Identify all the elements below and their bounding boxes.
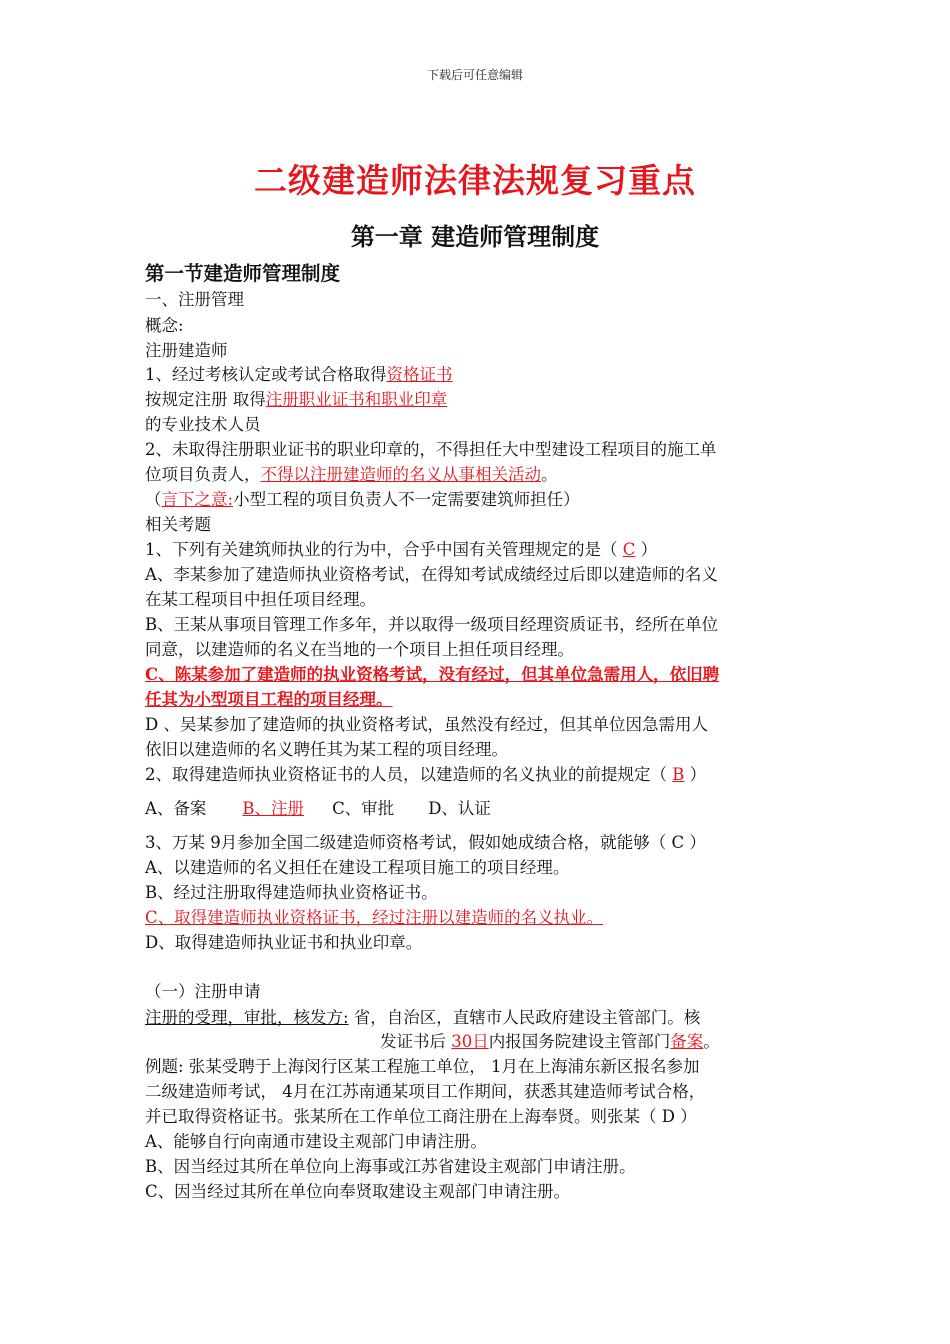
subheading-registration: 一、注册管理	[145, 290, 244, 309]
correct-option-line: 任其为小型项目工程的项目经理。	[145, 690, 393, 709]
subheading-application: （一）注册申请	[145, 982, 261, 1001]
option-line: B、经过注册取得建造师执业资格证书。	[145, 883, 438, 902]
option-line: A、李某参加了建造师执业资格考试，在得知考试成绩经过后即以建造师的名义	[145, 565, 718, 584]
example-line: 二级建造师考试， 4月在江苏南通某项目工作期间，获悉其建造师考试合格，	[145, 1082, 706, 1101]
text-span: 小型工程的项目负责人不一定需要建筑师担任）	[233, 490, 580, 509]
paragraph-line	[145, 486, 580, 510]
chapter-heading: 第一章 建造师管理制度	[350, 222, 600, 251]
paragraph-line	[145, 461, 558, 485]
text-span: 发证书后	[380, 1032, 452, 1051]
highlight-text: 资格证书	[386, 365, 453, 384]
option-line: D 、吴某参加了建造师的执业资格考试，虽然没有经过，但其单位因急需用人	[145, 715, 708, 734]
answer-mark: B	[672, 765, 685, 784]
text-span: 按规定注册 取得	[145, 390, 266, 409]
option-line: B、因当经过其所在单位向上海事或江苏省建设主观部门申请注册。	[145, 1157, 636, 1176]
text-span: 1、下列有关建筑师执业的行为中，合乎中国有关管理规定的是（	[145, 540, 623, 559]
paragraph-line: 的专业技术人员	[145, 415, 261, 434]
option-line: 依旧以建造师的名义聘任其为某工程的项目经理。	[145, 740, 508, 759]
text-span: 2、取得建造师执业资格证书的人员，以建造师的名义执业的前提规定（	[145, 765, 673, 784]
text-span: ）	[684, 765, 707, 784]
example-line: 例题: 张某受聘于上海闵行区某工程施工单位， 1月在上海浦东新区报名参加	[145, 1057, 700, 1076]
paragraph-line: 2、未取得注册职业证书的职业印章的，不得担任大中型建设工程项目的施工单	[145, 440, 717, 459]
text-span: 1、经过考核认定或考试合格取得	[145, 365, 387, 384]
option-line: B、王某从事项目管理工作多年，并以取得一级项目经理资质证书，经所在单位	[145, 615, 719, 634]
question-1	[145, 536, 657, 560]
text-span: 内报国务院建设主管部门	[488, 1032, 671, 1051]
text-span: 。	[541, 465, 558, 484]
document-title: 二级建造师法律法规复习重点	[254, 161, 696, 200]
correct-option: B、注册	[242, 799, 305, 818]
highlight-text: 30日	[451, 1032, 489, 1051]
option-c: C、审批	[332, 799, 395, 818]
option-line: A、以建造师的名义担任在建设工程项目施工的项目经理。	[145, 858, 570, 877]
answer-mark: C	[622, 540, 636, 559]
question-2	[145, 761, 706, 785]
related-questions-label: 相关考题	[145, 515, 211, 534]
option-line: C、因当经过其所在单位向奉贤取建设主观部门申请注册。	[145, 1182, 571, 1201]
paragraph-line	[145, 1004, 700, 1028]
correct-option-line: C、陈某参加了建造师的执业资格考试，没有经过，但其单位急需用人，依旧聘	[145, 665, 720, 684]
paragraph-line	[145, 361, 453, 385]
highlight-text: 言下之意:	[161, 490, 234, 509]
text-span: ）	[635, 540, 658, 559]
option-a: A、备案	[145, 799, 207, 818]
correct-option-line: C、取得建造师执业资格证书，经过注册以建造师的名义执业。	[145, 908, 604, 927]
option-line: 同意，以建造师的名义在当地的一个项目上担任项目经理。	[145, 640, 574, 659]
paragraph-line	[380, 1028, 720, 1052]
option-d: D、认证	[428, 799, 491, 818]
concept-label: 概念:	[145, 316, 184, 335]
example-line: 并已取得资格证书。张某所在工作单位工商注册在上海奉贤。则张某（ D ）	[145, 1107, 697, 1126]
option-line: 在某工程项目中担任项目经理。	[145, 590, 376, 609]
text-span: 注册的受理，审批，核发方:	[145, 1008, 349, 1027]
paragraph-line: 注册建造师	[145, 341, 228, 360]
option-line: A、能够自行向南通市建设主观部门申请注册。	[145, 1132, 487, 1151]
highlight-text: 不得以注册建造师的名义从事相关活动	[260, 465, 541, 484]
question-3: 3、万某 9月参加全国二级建造师资格考试，假如她成绩合格，就能够（ C ）	[145, 833, 706, 852]
text-span: 位项目负责人，	[145, 465, 261, 484]
text-span: 省，自治区，直辖市人民政府建设主管部门。核	[348, 1008, 701, 1027]
options-row	[145, 795, 491, 819]
highlight-text: 备案	[670, 1032, 704, 1051]
text-span: （	[145, 490, 162, 509]
paragraph-line	[145, 386, 447, 410]
text-span: 。	[703, 1032, 720, 1051]
section-heading: 第一节建造师管理制度	[145, 262, 341, 285]
highlight-text: 注册职业证书和职业印章	[265, 390, 448, 409]
option-line: D、取得建造师执业证书和执业印章。	[145, 933, 423, 952]
page-header: 下载后可任意编辑	[426, 68, 523, 82]
